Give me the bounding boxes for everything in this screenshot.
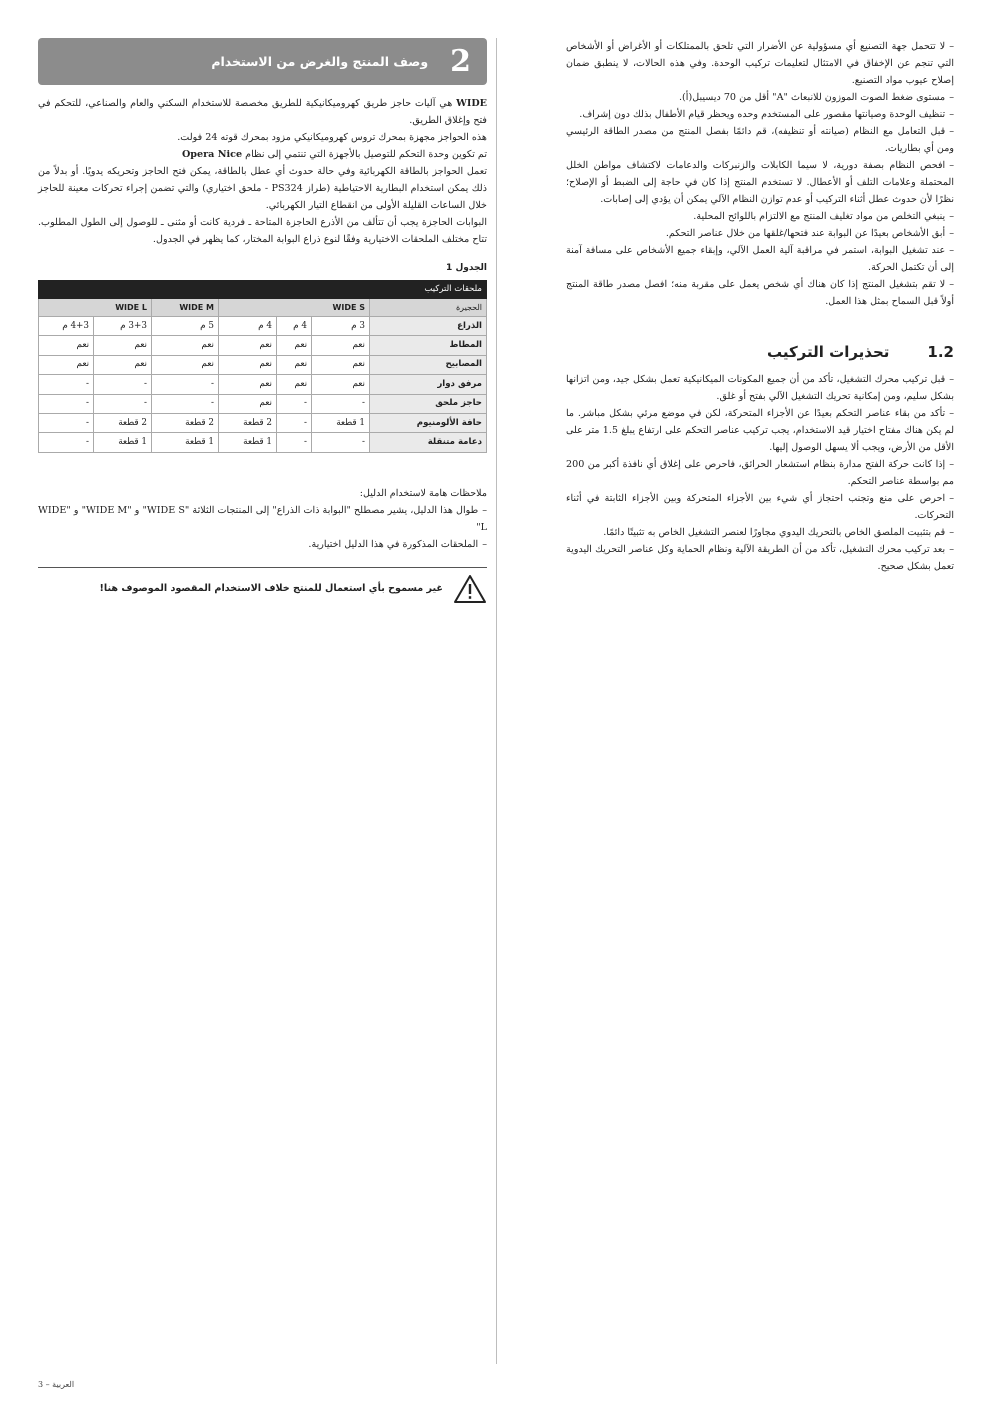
table-cell: 3+3 م bbox=[94, 317, 152, 336]
table-cell: 2 قطعة bbox=[218, 413, 276, 432]
usage-warning bbox=[38, 574, 487, 604]
table-cell: - bbox=[276, 394, 311, 413]
right-column bbox=[566, 38, 954, 575]
table-cell: - bbox=[312, 394, 370, 413]
bullet-item: –مستوى ضغط الصوت الموزون للانبعاث "A" أقل من 70 ديسيبل(أ). bbox=[679, 92, 954, 103]
paragraph: تم تكوين وحدة التحكم للتوصيل بالأجهزة التي تنتمي إلى نظام Opera Nice bbox=[181, 149, 487, 160]
table-cell: 5 م bbox=[152, 317, 219, 336]
separator-line bbox=[38, 567, 487, 568]
paragraph: تعمل الحواجز بالطاقة الكهربائية وفي حالة حدوث أي عطل بالطاقة، يمكن فتح الحاجز وتحريكه يدويًا. أو بدلاً من ذلك يمكن استخدام البطارية الاحتياطية (طراز PS324 - ملحق اختياري) والتي تضمن إجراء تحركات معينة للحاجز خلال الساعات القليلة الأولى من انقطاع التيار الكهربائي. bbox=[38, 166, 487, 211]
paragraph: WIDE هي آليات حاجز طريق كهروميكانيكية للطريق مخصصة للاستخدام السكني والعام والصناعي، للتحكم في فتح وإغلاق الطريق. bbox=[38, 98, 487, 126]
table-cell: نعم bbox=[218, 355, 276, 374]
row-label: المطاط bbox=[370, 336, 487, 355]
left-column bbox=[38, 38, 487, 604]
table-cell: 2 قطعة bbox=[94, 413, 152, 432]
table-cell: - bbox=[94, 375, 152, 394]
table-cell: نعم bbox=[312, 336, 370, 355]
installation-warnings bbox=[566, 371, 954, 575]
table-header-row bbox=[39, 299, 487, 317]
bullet-item: –بعد تركيب محرك التشغيل، تأكد من أن الطريقة الآلية ونظام الحماية وكل عناصر التحريك اليدوية تعمل بشكل صحيح. bbox=[566, 544, 954, 572]
bullet-item: –قبل التعامل مع النظام (صيانته أو تنظيفه)، قم دائمًا بفصل المنتج من مصدر الطاقة الرئيسي ومن أي بطاريات. bbox=[566, 126, 954, 154]
section-band bbox=[38, 38, 487, 85]
model-header: WIDE S bbox=[218, 299, 369, 317]
row-label: المصابيح bbox=[370, 355, 487, 374]
row-label: مرفق دوار bbox=[370, 375, 487, 394]
section-title: وصف المنتج والغرض من الاستخدام bbox=[211, 54, 429, 69]
table-caption: ملحقات التركيب bbox=[39, 281, 487, 299]
table-cell: 1 قطعة bbox=[218, 433, 276, 452]
table-cell: نعم bbox=[94, 355, 152, 374]
column-divider bbox=[496, 38, 497, 1364]
table-cell: 1 قطعة bbox=[152, 433, 219, 452]
bullet-item: –إذا كانت حركة الفتح مدارة بنظام استشعار الحرائق، فاحرص على إغلاق أي نافذة أكبر من 200 مم بواسطة عناصر التحكم. bbox=[566, 459, 954, 487]
bullet-item: –لا تتحمل جهة التصنيع أي مسؤولية عن الأضرار التي تلحق بالممتلكات أو الأغراض أو الأشخاص التي تنجم عن الإخفاق في الامتثال لتعليمات تركيب الوحدة. وفي هذه الحالات، لا ينطبق ضمان إصلاح عيوب مواد التصنيع. bbox=[566, 41, 954, 86]
table-cell: - bbox=[152, 394, 219, 413]
bullet-item: –الملحقات المذكورة في هذا الدليل اختيارية. bbox=[308, 538, 487, 550]
bullet-item: –افحص النظام بصفة دورية، لا سيما الكابلات والزنبركات والدعامات لاكتشاف مواطن الخلل المحتملة وعلامات التلف أو الأعطال. لا تستخدم المنتج إذا كان في حاجة إلى الضبط أو الإصلاح؛ نظرًا لأن حدوث عطل أثناء التركيب أو عدم توازن النظام الآلي يمكن أن يؤدي إلى إصابات. bbox=[566, 160, 954, 205]
accessories-table bbox=[38, 280, 487, 453]
table-cell: 1 قطعة bbox=[312, 413, 370, 432]
table-row bbox=[39, 394, 487, 413]
paragraph: هذه الحواجز مجهزة بمحرك تروس كهروميكانيكي مزود بمحرك قوته 24 فولت. bbox=[177, 132, 487, 143]
table-cell: نعم bbox=[218, 394, 276, 413]
section-title: تحذيرات التركيب bbox=[766, 343, 890, 361]
table-cell: 3 م bbox=[312, 317, 370, 336]
table-cell: - bbox=[276, 413, 311, 432]
table-cell: نعم bbox=[276, 336, 311, 355]
table-cell: نعم bbox=[276, 375, 311, 394]
table-cell: نعم bbox=[218, 336, 276, 355]
table-cell: 1 قطعة bbox=[94, 433, 152, 452]
product-description bbox=[38, 95, 487, 248]
table-cell: نعم bbox=[312, 355, 370, 374]
table-row bbox=[39, 336, 487, 355]
table-cell: - bbox=[312, 433, 370, 452]
table-row bbox=[39, 355, 487, 374]
model-header: WIDE L bbox=[39, 299, 152, 317]
table-cell: نعم bbox=[94, 336, 152, 355]
section-heading-1-2 bbox=[566, 344, 954, 361]
table-cell: - bbox=[39, 433, 94, 452]
row-label: حافة الألومنيوم bbox=[370, 413, 487, 432]
manual-notes bbox=[38, 485, 487, 553]
page-footer: العربية – 3 bbox=[38, 1380, 75, 1389]
table-cell: - bbox=[152, 375, 219, 394]
section-number: 2 bbox=[450, 44, 471, 79]
table-cell: نعم bbox=[276, 355, 311, 374]
table-cell: 4+3 م bbox=[39, 317, 94, 336]
table-title: الجدول 1 bbox=[446, 263, 487, 273]
table-cell: نعم bbox=[39, 336, 94, 355]
table-cell: - bbox=[39, 394, 94, 413]
bullet-item: –لا تقم بتشغيل المنتج إذا كان هناك أي شخص يعمل على مقربة منه؛ افصل مصدر طاقة المنتج أولاً قبل السماح بمثل هذا العمل. bbox=[566, 279, 954, 307]
bullet-item: –قم بتثبيت الملصق الخاص بالتحريك اليدوي مجاورًا لعنصر التشغيل الخاص به تثبيتًا دائمًا. bbox=[603, 527, 954, 538]
table-cell: نعم bbox=[152, 336, 219, 355]
table-cell: نعم bbox=[152, 355, 219, 374]
model-header: WIDE M bbox=[152, 299, 219, 317]
table-cell: نعم bbox=[218, 375, 276, 394]
table-cell: - bbox=[276, 433, 311, 452]
bullet-item: –أبق الأشخاص بعيدًا عن البوابة عند فتحها/غلقها من خلال عناصر التحكم. bbox=[665, 228, 954, 239]
bullet-item: –قبل تركيب محرك التشغيل، تأكد من أن جميع المكونات الميكانيكية تعمل بشكل جيد، ومن اتزانها بشكل سليم، ومن إمكانية تحريك التشغيل الآلي بفتح أو غلق. bbox=[566, 374, 954, 402]
bullet-item: –عند تشغيل البوابة، استمر في مراقبة آلية العمل الآلي، وإبقاء جميع الأشخاص على مسافة آمنة إلى أن تكتمل الحركة. bbox=[566, 245, 954, 273]
table-cell: - bbox=[39, 375, 94, 394]
warning-text: غير مسموح بأي استعمال للمنتج خلاف الاستخدام المقصود الموصوف هنا! bbox=[99, 583, 443, 595]
row-label: دعامة متنقلة bbox=[370, 433, 487, 452]
row-label: حاجز ملحق bbox=[370, 394, 487, 413]
table-cell: نعم bbox=[312, 375, 370, 394]
bullet-item: –تنظيف الوحدة وصيانتها مقصور على المستخدم وحده ويحظر قيام الأطفال بذلك دون إشراف. bbox=[579, 109, 954, 120]
table-cell: 2 قطعة bbox=[152, 413, 219, 432]
header-label: الحجيرة bbox=[370, 299, 487, 317]
table-caption-row bbox=[39, 281, 487, 299]
notes-title: ملاحظات هامة لاستخدام الدليل: bbox=[359, 487, 487, 499]
section-number: 1.2 bbox=[927, 343, 954, 361]
row-label: الذراع bbox=[370, 317, 487, 336]
table-cell: 4 م bbox=[218, 317, 276, 336]
warning-triangle-icon bbox=[453, 574, 487, 604]
bullet-item: –طوال هذا الدليل، يشير مصطلح "البوابة ذات الذراع" إلى المنتجات الثلاثة "WIDE S" و "WIDE M" و "WIDE L" bbox=[38, 504, 488, 533]
bullet-item: –تأكد من بقاء عناصر التحكم بعيدًا عن الأجزاء المتحركة، لكن في موضع مرئي بشكل مباشر. ما لم يكن هناك مفتاح اختيار قيد الاستخدام، يجب تركيب عناصر التحكم على ارتفاع يبلغ 1.5 متر على الأقل من الأرض، ويجب ألا يسهل الوصول إليها. bbox=[566, 408, 954, 453]
table-cell: - bbox=[39, 413, 94, 432]
table-row bbox=[39, 317, 487, 336]
table-cell: - bbox=[94, 394, 152, 413]
table-cell: 4 م bbox=[276, 317, 311, 336]
table-cell: نعم bbox=[39, 355, 94, 374]
table-row bbox=[39, 413, 487, 432]
table-row bbox=[39, 375, 487, 394]
table-row bbox=[39, 433, 487, 452]
bullet-item: –ينبغي التخلص من مواد تغليف المنتج مع الالتزام باللوائح المحلية. bbox=[693, 211, 954, 222]
bullet-item: –احرص على منع وتجنب احتجاز أي شيء بين الأجزاء المتحركة وبين الأجزاء الثابتة في أثناء التحركات. bbox=[566, 493, 954, 521]
paragraph: البوابات الحاجزة يجب أن تتألف من الأذرع الحاجزة المتاحة ـ فردية كانت أو مثنى ـ للوصول إلى الطول المطلوب. تتاح مختلف الملحقات الاختيارية وفقًا لنوع ذراع البوابة المختار، كما يظهر في الجدول. bbox=[38, 217, 487, 245]
safety-bullets-top bbox=[566, 38, 954, 310]
